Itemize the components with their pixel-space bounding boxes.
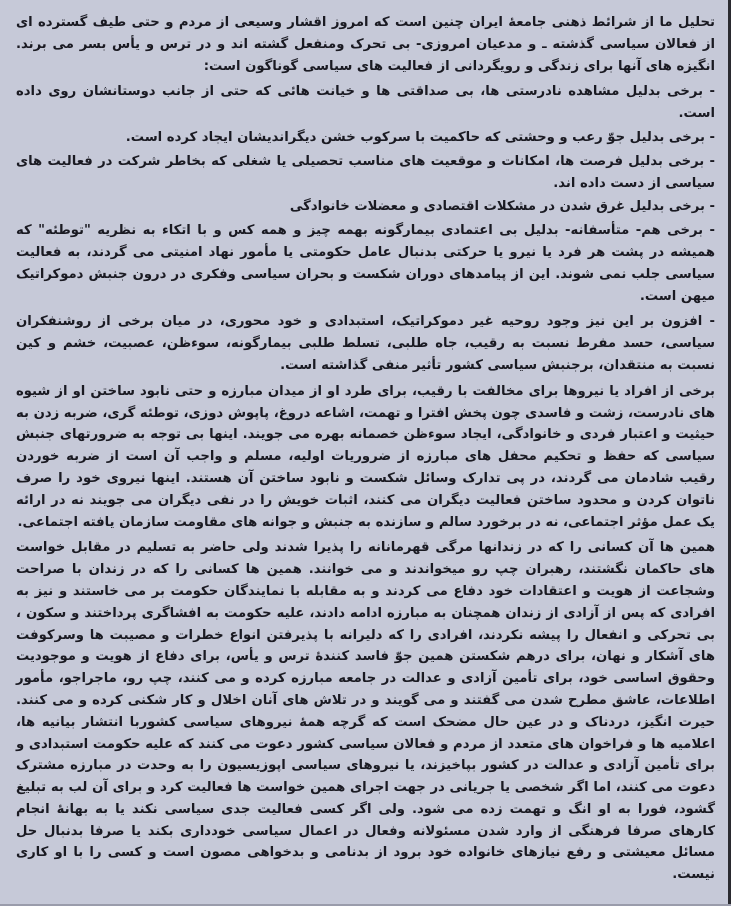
paragraph-reason-1: - برخی بدلیل مشاهده نادرستی ها، بی صداقتی ها و خیانت هائی که حتی از جانب دوستانشان روی داده است. — [16, 84, 715, 122]
paragraph-intro: تحلیل ما از شرائط ذهنی جامعهٔ ایران چنین است که امروز اقشار وسیعی از مردم و حتی طیف گسترده ای از فعالان سیاسی گذشته ـ و مدعیان امروزی- بی تحرک ومنفعل گشته اند و در ترس و یأس بسر می برند. انگیزه های آنها برای زندگی و رویگردانی از فعالیت های سیاسی گوناگون است: — [16, 15, 715, 74]
paragraph-reason-4: - برخی بدلیل غرق شدن در مشکلات اقتصادی و معضلات خانوادگی — [289, 199, 715, 215]
paragraph-reason-2: - برخی بدلیل جوّ رعب و وحشتی که حاکمیت با سرکوب خشن دیگراندیشان ایجاد کرده است. — [125, 129, 715, 145]
paragraph-reason-6: - افزون بر این نیز وجود روحیه غیر دموکراتیک، استبدادی و خود محوری، در میان برخی از روشنفکران سیاسی، حسد مفرط نسبت به رقیب، جاه طلبی، تسلط طلبی بیمارگونه، سوءظن، عصبیت، خشم و کین نسبت به منتقدان، برجنبش سیاسی کشور تأثیر منفی گذاشته است. — [16, 314, 715, 373]
document-body — [16, 12, 715, 886]
paragraph-reason-3: - برخی بدلیل فرصت ها، امکانات و موقعیت های مناسب تحصیلی یا شغلی که بخاطر شرکت در فعالیت های سیاسی از دست داده اند. — [16, 153, 715, 191]
paragraph-rivals: برخی از افراد یا نیروها برای مخالفت با رقیب، برای طرد او از میدان مبارزه و حتی نابود ساختن او از شیوه های نادرست، زشت و فاسدی چون پخش افترا و تهمت، اشاعه دروغ، پاپوش دوزی، توطئه گری، ضربه زدن به حیثیت و اعتبار فردی و خانوادگی، ایجاد سوءظن خصمانه بهره می جویند. اینها بی توجه به ضرورتهای جنبش سیاسی که حفظ و تحکیم محفل های مبارزه از ضروریات اولیه، مسلم و واجب آن است از ضربه خوردن رقیب شادمان می گردند، در پی تدارک وسائل شکست و نابود ساختن آن هستند. اینها نیروی خود را صرف ناتوان کردن و محدود ساختن فعالیت دیگران می کنند، اثبات خویش را در نفی دیگران می جویند نه در ارائه یک عمل مؤثر اجتماعی، نه در برخورد سالم و سازنده به جنبش و جوانه های مقاومت سازمان یافته اجتماعی. — [16, 383, 715, 530]
paragraph-reason-5: - برخی هم- متأسفانه- بدلیل بی اعتمادی بیمارگونه بهمه چیز و همه کس و با اتکاء به نظریه "توطئه" که همیشه در پشت هر فرد یا نیرو یا حرکتی بدنبال عامل حکومتی یا مأمور نهاد امنیتی می گردند، به فعالیت سیاسی جلب نمی شوند. این از پیامدهای دوران شکست و بحران سیاسی وفکری در درون جنبش دموکراتیک میهن است. — [16, 223, 715, 304]
paragraph-critique: همین ها آن کسانی را که در زندانها مرگی قهرمانانه را پذیرا شدند ولی حاضر به تسلیم در مقابل خواست های حاکمان نگشتند، رهبران چپ رو میخواندند و می خوانند. همین ها کسانی را که در زندان با صراحت وشجاعت از هویت و اعتقادات خود دفاع می کردند و به مقابله با نمایندگان حکومت بر می خاستند و نیز به افرادی که پس از آزادی از زندان همچنان به مبارزه ادامه دادند، علیه حکومت به افشاگری پرداختند و سکون ، بی تحرکی و انفعال را پیشه نکردند، افرادی را که دلیرانه با پذیرفتن انواع خطرات و مصیبت ها وسرکوفت های آشکار و نهان، برای درهم شکستن همین جوّ فاسد کنندهٔ ترس و یأس، برای دفاع از هویت و موجودیت وحقوق اساسی خود، برای تأمین آزادی و عدالت در جامعه مبارزه کرده و می کنند، چپ رو، ماجراجو، مأمور اطلاعات، عاشق مطرح شدن می گفتند و می گویند و در تلاش های آنان اخلال و کار شکنی کرده و می کنند. حیرت انگیز، دردناک و در عین حال مضحک است که گرچه همهٔ نیروهای سیاسی کشوربا انتشار بیانیه ها، اعلامیه ها و فراخوان های متعدد از مردم و فعالان سیاسی کشور دعوت می کنند که علیه حکومت استبدادی و برای تأمین آزادی و عدالت در کشور بپاخیزند، یا نیروهای سیاسی اپوزیسیون را به وحدت در مبارزه مشترک دعوت می کنند، اما اگر شخصی یا جریانی در جهت اجرای همین خواست ها فعالیت کرد و برای آن لب به تبلیغ گشود، فورا به او انگ و تهمت زده می شود. ولی اگر کسی فعالیت جدی سیاسی نکند یا به بهانهٔ انجام کارهای صرفا فرهنگی از وارد شدن مسئولانه وفعال در اعمال سیاسی خودداری بکند یا صرفا بدنبال حل مسائل معیشتی و رفع نیازهای خانواده خود برود از بدنامی و بدخواهی مصون است و کسی را با او کاری نیست. — [16, 540, 715, 883]
